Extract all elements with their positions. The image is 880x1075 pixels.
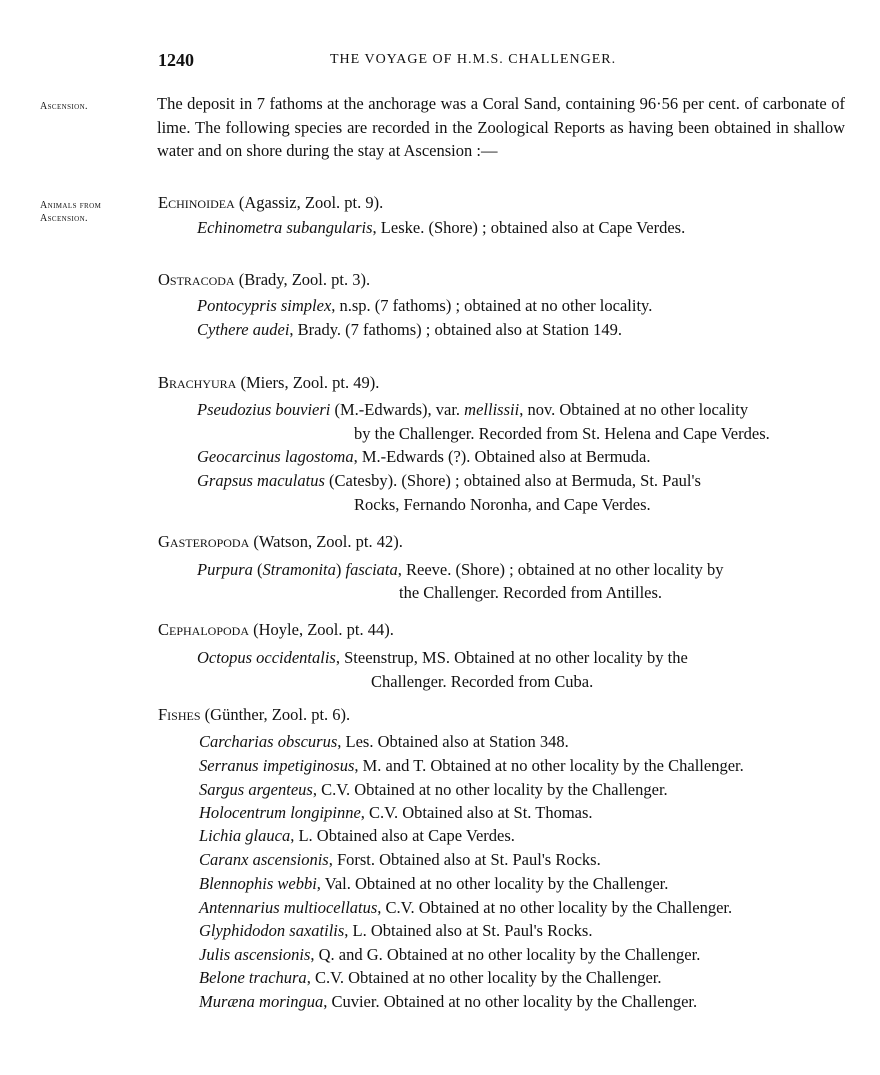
group-ref: (Watson, Zool. pt. 42). (249, 532, 403, 551)
paren-open: ( (252, 560, 263, 579)
species-entry (199, 898, 732, 918)
species-entry (199, 921, 592, 941)
group-title-brachyura (158, 373, 379, 393)
species-note: , C.V. Obtained also at St. Thomas. (360, 803, 593, 822)
species-name: Blennophis webbi (199, 874, 317, 893)
species-entry (197, 400, 748, 420)
species-name: Grapsus maculatus (197, 471, 325, 490)
margin-note-ascension: Ascension. (40, 101, 88, 112)
species-note: , Forst. Obtained also at St. Paul's Rocks. (328, 850, 601, 869)
group-name: Cephalopoda (158, 620, 250, 639)
species-epithet: fasciata (345, 560, 398, 579)
group-title-gasteropoda (158, 532, 403, 552)
species-note: (Catesby). (Shore) ; obtained also at Bermuda, St. Paul's (324, 471, 701, 490)
species-entry (197, 447, 651, 467)
running-title: THE VOYAGE OF H.M.S. CHALLENGER. (330, 52, 617, 67)
species-note: , Reeve. (Shore) ; obtained at no other locality by (397, 560, 724, 579)
species-note-continued: Rocks, Fernando Noronha, and Cape Verdes. (354, 495, 651, 514)
group-ref: (Brady, Zool. pt. 3). (234, 270, 371, 289)
group-ref: (Günther, Zool. pt. 6). (200, 705, 351, 724)
species-name: Julis ascensionis (199, 945, 311, 964)
species-note: , M. and T. Obtained at no other locality by the Challenger. (354, 756, 744, 775)
species-name: Pseudozius bouvieri (197, 400, 331, 419)
species-author: (M.-Edwards), var. (330, 400, 465, 419)
page-number: 1240 (158, 50, 194, 70)
page-header (0, 50, 880, 74)
species-entry (197, 648, 688, 668)
species-name: Serranus impetiginosus (199, 756, 355, 775)
species-name: Caranx ascensionis (199, 850, 329, 869)
species-entry (197, 218, 685, 238)
group-name: Fishes (158, 705, 201, 724)
species-name: Sargus argenteus (199, 780, 313, 799)
species-note: , Les. Obtained also at Station 348. (337, 732, 569, 751)
paren-close: ) (335, 560, 346, 579)
species-name: Belone trachura (199, 968, 307, 987)
species-note: , C.V. Obtained at no other locality by the Challenger. (312, 780, 668, 799)
species-entry (199, 968, 662, 988)
margin-note-animals (40, 199, 101, 225)
group-title-cephalopoda (158, 620, 394, 640)
species-note: , M.-Edwards (?). Obtained also at Bermuda. (353, 447, 651, 466)
group-ref: (Miers, Zool. pt. 49). (236, 373, 380, 392)
species-name: Muræna moringua (199, 992, 324, 1011)
margin-note-animals-line2: Ascension. (40, 213, 88, 224)
species-note: , Brady. (7 fathoms) ; obtained also at Station 149. (289, 320, 622, 339)
species-note: , C.V. Obtained at no other locality by the Challenger. (306, 968, 662, 987)
species-name: Geocarcinus lagostoma (197, 447, 354, 466)
species-entry (199, 803, 593, 823)
species-name: Carcharias obscurus (199, 732, 338, 751)
species-entry (199, 732, 569, 752)
species-entry (199, 780, 668, 800)
species-entry (197, 296, 652, 316)
species-note: , Cuvier. Obtained at no other locality by the Challenger. (323, 992, 698, 1011)
species-name: Pontocypris simplex (197, 296, 332, 315)
species-name: Cythere audei (197, 320, 290, 339)
group-title-fishes (158, 705, 350, 725)
species-note: , Steenstrup, MS. Obtained at no other locality by the (335, 648, 688, 667)
species-name: Holocentrum longipinne (199, 803, 361, 822)
species-entry (199, 756, 744, 776)
species-entry (197, 560, 724, 580)
group-name: Gasteropoda (158, 532, 250, 551)
species-genus: Purpura (197, 560, 253, 579)
species-entry (199, 874, 668, 894)
group-title-echinoidea (158, 193, 383, 213)
species-name: Lichia glauca (199, 826, 291, 845)
group-title-ostracoda (158, 270, 370, 290)
species-name: Glyphidodon saxatilis (199, 921, 345, 940)
species-note-continued: by the Challenger. Recorded from St. Helena and Cape Verdes. (354, 424, 770, 443)
group-ref: (Agassiz, Zool. pt. 9). (234, 193, 384, 212)
species-name: Octopus occidentalis (197, 648, 336, 667)
species-note: , Leske. (Shore) ; obtained also at Cape Verdes. (372, 218, 686, 237)
species-subgenus: Stramonita (262, 560, 336, 579)
group-name: Brachyura (158, 373, 237, 392)
species-entry (199, 826, 515, 846)
species-note: , Val. Obtained at no other locality by the Challenger. (316, 874, 669, 893)
species-entry (197, 471, 701, 491)
species-note: , C.V. Obtained at no other locality by the Challenger. (377, 898, 733, 917)
species-note: , nov. Obtained at no other locality (519, 400, 749, 419)
group-ref: (Hoyle, Zool. pt. 44). (249, 620, 394, 639)
species-name: Echinometra subangularis (197, 218, 373, 237)
species-entry (199, 850, 601, 870)
group-name: Echinoidea (158, 193, 235, 212)
species-note: , n.sp. (7 fathoms) ; obtained at no other locality. (331, 296, 653, 315)
species-note-continued: the Challenger. Recorded from Antilles. (399, 583, 663, 602)
species-variety: mellissii (464, 400, 520, 419)
species-note: , L. Obtained also at St. Paul's Rocks. (344, 921, 593, 940)
species-entry (199, 945, 700, 965)
species-note-continued: Challenger. Recorded from Cuba. (371, 672, 594, 691)
group-name: Ostracoda (158, 270, 235, 289)
species-name: Antennarius multiocellatus (199, 898, 378, 917)
margin-note-animals-line1: Animals from (40, 200, 102, 211)
species-note: , L. Obtained also at Cape Verdes. (290, 826, 515, 845)
species-entry (199, 992, 697, 1012)
species-note: , Q. and G. Obtained at no other locality by the Challenger. (310, 945, 701, 964)
species-entry (197, 320, 622, 340)
intro-paragraph: The deposit in 7 fathoms at the anchorage was a Coral Sand, containing 96·56 per cent. of carbonate of lime. The following species are recorded in the Zoological Reports as having been obtained in shallow water and on shore during the stay at Ascension :— (157, 94, 845, 160)
